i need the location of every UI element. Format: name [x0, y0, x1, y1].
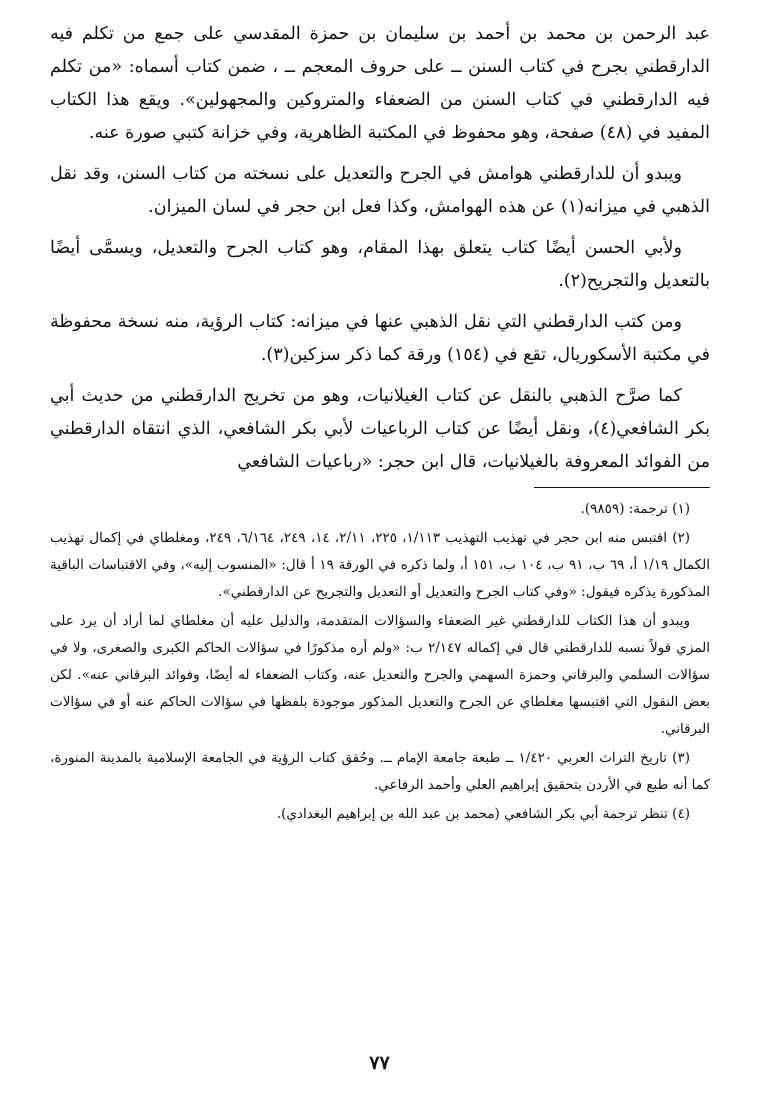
footnotes — [50, 496, 710, 828]
body-paragraph-3: ولأبي الحسن أيضًا كتاب يتعلق بهذا المقام، وهو كتاب الجرح والتعديل، ويسمَّى أيضًا بالتعديل والتجريح(٢). — [50, 238, 710, 291]
body-paragraph-4: ومن كتب الدارقطني التي نقل الذهبي عنها في ميزانه: كتاب الرؤية، منه نسخة محفوظة في مكتبة الأسكوريال، تقع في (١٥٤) ورقة كما ذكر سزكين(٣). — [50, 312, 710, 365]
body-paragraph-5: كما صرَّح الذهبي بالنقل عن كتاب الغيلانيات، وهو من تخريج الدارقطني من حديث أبي بكر الشافعي(٤)، ونقل أيضًا عن كتاب الرباعيات لأبي بكر الشافعي، الذي انتقاه الدارقطني من الفوائد المعروفة بالغيلانيات، قال ابن حجر: «رباعيات الشافعي — [50, 386, 710, 472]
page-number: ٧٧ — [369, 1052, 390, 1074]
footnote-2-continuation: ويبدو أن هذا الكتاب للدارقطني غير الضعفاء والسؤالات المتقدمة، والدليل عليه أن مغلطاي لما أراد أن يرد على المزي قولاً نسبه للدارقطني قال في إكماله ٢/١٤٧ ب: «ولم أره مذكورًا في سؤالات الحاكم الكبرى والصغرى، ولا في سؤالات السلمي والبرقاني وحمزة السهمي والجرح والتعديل عنه، وكتاب الضعفاء له أيضًا، وفوائد البرقاني عنه». لكن بعض النقول التي اقتبسها مغلطاي عن الجرح والتعديل المذكور موجودة بلفظها في سؤالات الحاكم عنه أو في سؤالات البرقاني. — [50, 613, 710, 737]
book-page — [50, 18, 710, 830]
body-paragraph-1: عبد الرحمن بن محمد بن أحمد بن سليمان بن حمزة المقدسي على جمع من تكلم فيه الدارقطني بجرح في كتاب السنن ــ على حروف المعجم ــ ، ضمن كتاب أسماه: «من تكلم فيه الدارقطني في كتاب السنن من الضعفاء والمتروكين والمجهولين». ويقع هذا الكتاب المفيد في (٤٨) صفحة، وهو محفوظ في المكتبة الظاهرية، وفي خزانة كتبي صورة عنه. — [50, 24, 710, 143]
footnote-3: (٣) تاريخ التراث العربي ١/٤٢٠ ــ طبعة جامعة الإمام ــ. وحُقق كتاب الرؤية في الجامعة الإسلامية بالمدينة المنورة، كما أنه طبع في الأردن بتحقيق إبراهيم العلي وأحمد الرفاعي. — [50, 750, 710, 793]
footnote-4: (٤) تنظر ترجمة أبي بكر الشافعي (محمد بن عبد الله بن إبراهيم البغدادي). — [276, 806, 690, 822]
body-paragraph-2: ويبدو أن للدارقطني هوامش في الجرح والتعديل على نسخته من كتاب السنن، وقد نقل الذهبي في ميزانه(١) عن هذه الهوامش، وكذا فعل ابن حجر في لسان الميزان. — [50, 164, 710, 217]
footnote-2: (٢) اقتبس منه ابن حجر في تهذيب التهذيب ١/١١٣، ٢٢٥، ٢/١١، ١٤، ٢٤٩، ٦/١٦٤، ٢٤٩، ومغلطاي في إكمال تهذيب الكمال ١/١٩ أ، ٦٩ ب، ٩١ ب، ١٠٤ ب، ١٥١ أ، ولما ذكره في الورقة ١٩ أ قال: «المنسوب إليه»، وفي الاقتباسات الباقية المذكورة يذكره فيقول: «وفي كتاب الجرح والتعديل أو التعديل والتجريح عن الدارقطني». — [50, 530, 710, 600]
footnote-1: (١) ترجمة: (٩٨٥٩). — [580, 501, 690, 517]
footnote-divider — [534, 487, 710, 488]
